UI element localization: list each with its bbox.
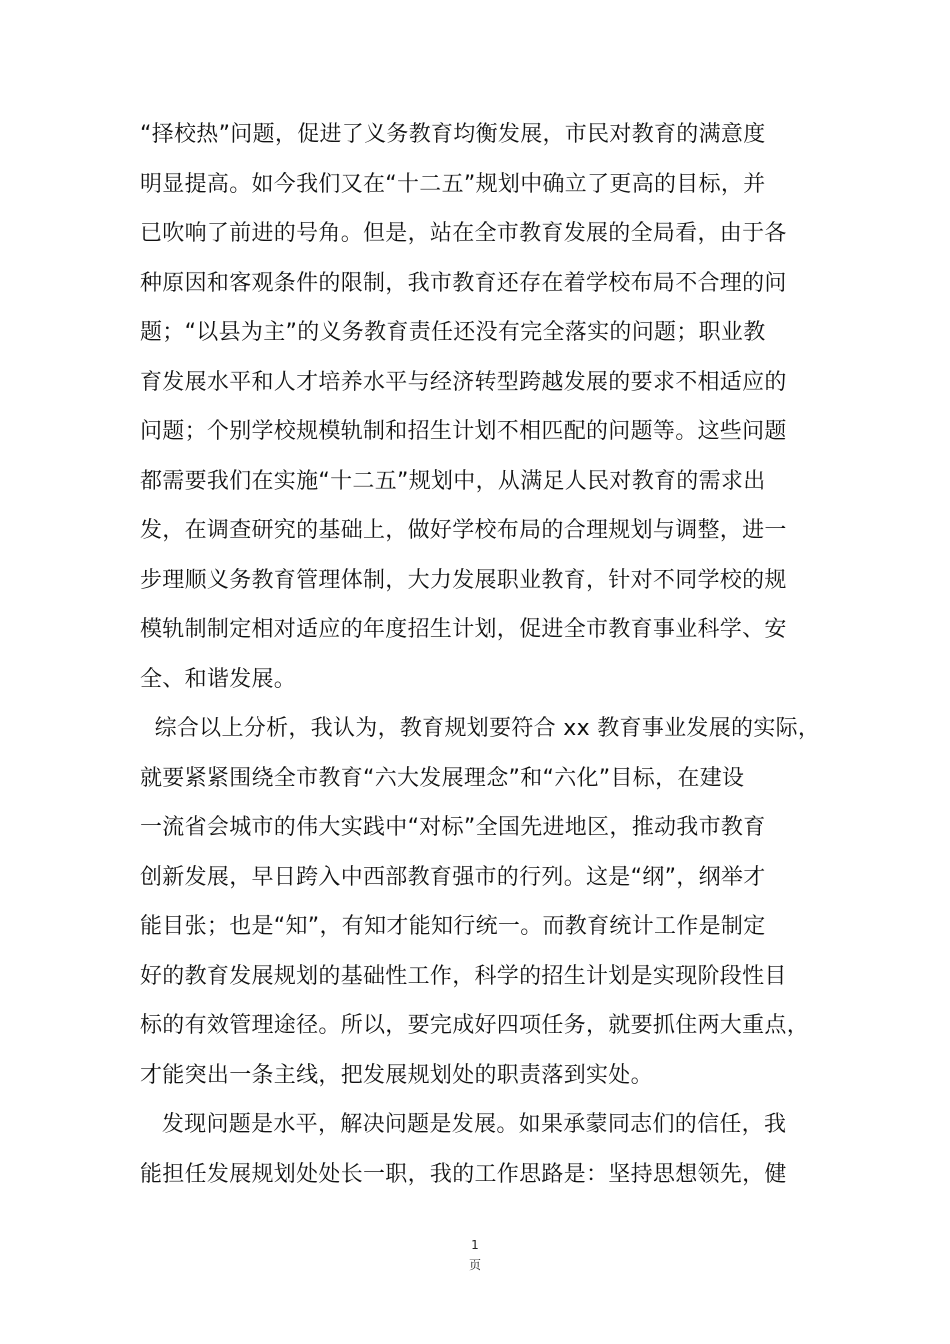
text-line-6: 育发展水平和人才培养水平与经济转型跨越发展的要求不相适应的 (140, 369, 787, 395)
text-line-2: 明显提高。如今我们又在“十二五”规划中确立了更高的目标，并 (140, 171, 766, 197)
text-line-7: 问题；个别学校规模轨制和招生计划不相匹配的问题等。这些问题 (140, 419, 787, 444)
text-line-22: 能担任发展规划处处长一职，我的工作思路是：坚持思想领先，健 (140, 1161, 787, 1187)
text-line-10: 步理顺义务教育管理体制，大力发展职业教育，针对不同学校的规 (140, 567, 787, 593)
text-line-12: 全、和谐发展。 (140, 666, 297, 692)
text-line-20: 才能突出一条主线，把发展规划处的职责落到实处。 (140, 1062, 653, 1088)
text-line-15: 一流省会城市的伟大实践中“对标”全国先进地区，推动我市教育 (140, 815, 766, 840)
text-line-1: “择校热”问题，促进了义务教育均衡发展，市民对教育的满意度 (140, 122, 766, 147)
text-line-17: 能目张；也是“知”，有知才能知行统一。而教育统计工作是制定 (140, 914, 766, 939)
text-line-14: 就要紧紧围绕全市教育“六大发展理念”和“六化”目标，在建设 (140, 765, 745, 791)
body-text (140, 110, 820, 1199)
text-line-16: 创新发展，早日跨入中西部教育强市的行列。这是“纲”，纲举才 (140, 864, 766, 890)
text-line-11: 模轨制制定相对适应的年度招生计划，促进全市教育事业科学、安 (140, 617, 787, 642)
text-line-21: 发现问题是水平，解决问题是发展。如果承蒙同志们的信任，我 (140, 1112, 787, 1137)
text-line-19: 标的有效管理途径。所以，要完成好四项任务，就要抓住两大重点， (140, 1013, 810, 1038)
text-line-13: 综合以上分析，我认为，教育规划要符合 xx 教育事业发展的实际， (140, 716, 821, 741)
page-unit-label: 页 (468, 1258, 481, 1272)
text-line-18: 好的教育发展规划的基础性工作，科学的招生计划是实现阶段性目 (140, 963, 787, 989)
text-line-8: 都需要我们在实施“十二五”规划中，从满足人民对教育的需求出 (140, 468, 766, 494)
page-number: 1 (471, 1238, 479, 1252)
text-line-9: 发，在调查研究的基础上，做好学校布局的合理规划与调整，进一 (140, 518, 787, 543)
text-line-5: 题；“以县为主”的义务教育责任还没有完全落实的问题；职业教 (140, 320, 766, 345)
text-line-3: 已吹响了前进的号角。但是，站在全市教育发展的全局看，由于各 (140, 221, 787, 246)
text-line-4: 种原因和客观条件的限制，我市教育还存在着学校布局不合理的问 (140, 270, 787, 296)
